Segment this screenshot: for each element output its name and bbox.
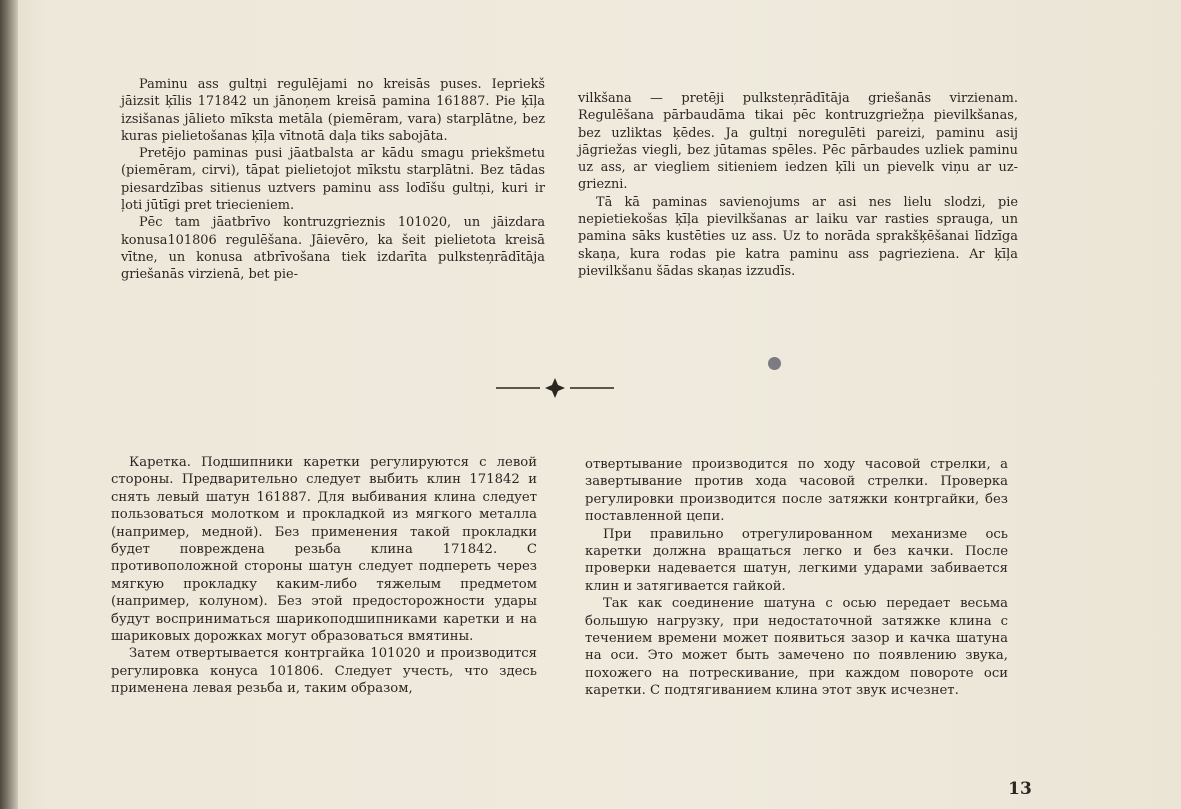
russian-column-left (111, 454, 537, 698)
latvian-paragraph: vilkšana — pretēji pulksteņrādītāja griešanās virzienam. Regulēšana pārbaudāma tikai pēc kontruzgriežņa pievilkšanas, bez uzliktas ķēdes. Ja gultņi noregulēti pareizi, paminu asij jāgriežas viegli, bez jūtamas spēles. Pēc pārbaudes uzliek paminu uz ass, ar viegliem sitieniem iedzen ķīli un pievelk viņu ar uzgriezni. (578, 91, 1018, 193)
latvian-paragraph: Paminu ass gultņi regulējami no kreisās puses. Iepriekš jāizsit ķīlis 171842 un jānoņem kreisā pamina 161887. Pie ķīļa izsišanas jālieto mīksta metāla (piemēram, vara) starplātne, bez kuras pielietošanas ķīļa vītnotā daļa tiks sabojāta. (121, 77, 545, 144)
latvian-paragraph: Tā kā paminas savienojums ar asi nes lielu slodzi, pie nepietiekošas ķīļa pievilkšanas ar laiku var rasties sprauga, un pamina sāks kustēties uz ass. Uz to norāda sprakšķēšanai līdzīga skaņa, kura rodas pie katra paminu ass pagrieziena. Ar ķīļa pievilkšanu šādas skaņas izzudīs. (578, 194, 1018, 279)
russian-paragraph: Так как соединение шатуна с осью передает весьма большую нагрузку, при недостаточной затяжке клина с течением времени может появиться зазор и качка шатуна на оси. Это может быть замечено по появлению звука, похожего на потрескивание, при каждом повороте оси каретки. С подтягиванием клина этот звук исчезнет. (585, 596, 1008, 699)
page-number: 13 (1008, 779, 1032, 799)
latvian-paragraph: Pretējo paminas pusi jāatbalsta ar kādu smagu priekšmetu (piemēram, cirvi), tāpat pielietojot mīkstu starplātni. Bez tādas piesardzības sitienus uztvers paminu ass lodīšu gultņi, kuri ir ļoti jūtīgi pret triecieniem. (121, 146, 545, 214)
book-binding-edge (0, 0, 18, 809)
russian-paragraph: При правильно отрегулированном механизме ось каретки должна вращаться легко и без качки. После проверки надевается шатун, легкими ударами забивается клин и затягивается гайкой. (585, 526, 1008, 594)
russian-paragraph: отвертывание производится по ходу часовой стрелки, а завертывание против хода часовой стрелки. Проверка регулировки производится после затяжки контргайки, без поставленной цепи. (585, 457, 1008, 525)
latvian-column-right (578, 90, 1018, 280)
latvian-paragraph: Pēc tam jāatbrīvo kontruzgrieznis 101020, un jāizdara konusa101806 regulēšana. Jāievēro, ka šeit pielietota kreisā vītne, un konusa atbrīvošana tiek izdarīta pulksteņrādītāja griešanās virzienā, bet pie- (121, 215, 545, 283)
section-divider-ornament (494, 377, 616, 399)
russian-paragraph: Затем отвертывается контргайка 101020 и производится регулировка конуса 101806. Следует учесть, что здесь применена левая резьба и, таким образом, (111, 646, 537, 697)
russian-column-right (585, 456, 1008, 700)
russian-paragraph: Каретка. Подшипники каретки регулируются с левой стороны. Предварительно следует выбить клин 171842 и снять левый шатун 161887. Для выбивания клина следует пользоваться молотком и прокладкой из мягкого металла (например, медной). Без применения такой прокладки будет повреждена резьба клина 171842. С противоположной стороны шатун следует подпереть через мягкую прокладку каким-либо тяжелым предметом (например, колуном). Без этой предосторожности удары будут восприниматься шарикоподшипниками каретки и на шариковых дорожках могут образоваться вмятины. (111, 455, 537, 645)
ink-spot (768, 357, 781, 370)
latvian-column-left (121, 76, 545, 284)
